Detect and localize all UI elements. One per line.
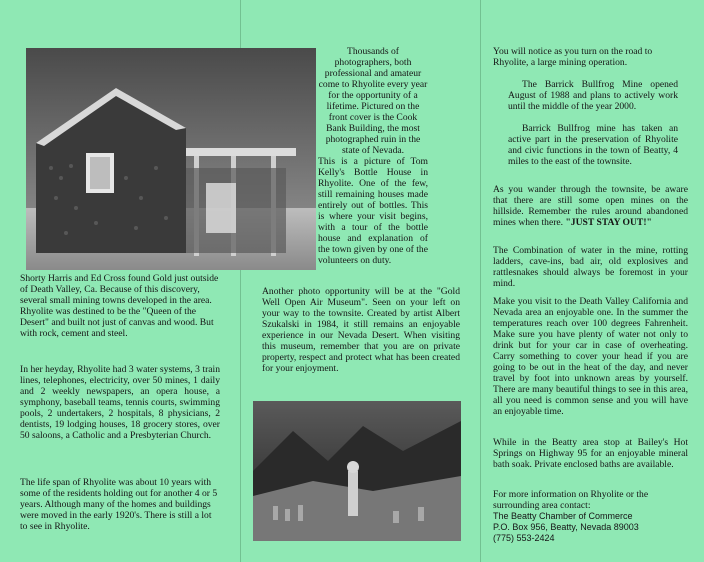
contact-address: P.O. Box 956, Beatty, Nevada 89003 — [493, 522, 639, 532]
right-paragraph-4-text: As you wander through the townsite, be aware that there are still some open mines on the hillside. Remember the rules around abandoned mines when there. — [493, 184, 688, 228]
left-paragraph-3: The life span of Rhyolite was about 10 years with some of the residents holding out for another 4 or 5 years. Although many of the homes and buildings were moved in the early 1920's. There is still a lot to see in Rhyolite. — [20, 477, 218, 532]
contact-name: The Beatty Chamber of Commerce — [493, 511, 633, 521]
right-paragraph-1: You will notice as you turn on the road to Rhyolite, a large mining operation. — [493, 46, 653, 68]
right-paragraph-8: For more information on Rhyolite or the surrounding area contact: — [493, 489, 649, 511]
stay-out-emphasis: "JUST STAY OUT!" — [565, 217, 652, 228]
fold-line-right — [480, 0, 481, 562]
gold-well-museum-photo — [253, 401, 461, 541]
right-paragraph-7: While in the Beatty area stop at Bailey's Hot Springs on Highway 95 for an enjoyable mineral bath soak. Private enclosed baths are available. — [493, 437, 688, 470]
bottle-house-photo — [26, 48, 316, 270]
middle-paragraph-2: This is a picture of Tom Kelly's Bottle House in Rhyolite. One of the few, still remaining houses made entirely out of bottles. This is where your visit begins, with a tour of the bottle house and explanation of the town given by one of the volunteers on duty. — [318, 156, 428, 266]
right-paragraph-4 — [493, 184, 688, 228]
left-paragraph-2: In her heyday, Rhyolite had 3 water systems, 3 train lines, telephones, electricity, over 50 mines, 1 daily and 2 weekly newspapers, an opera house, a symphony, baseball teams, tennis courts, swimming pools, 2 undertakers, 2 hospitals, 8 physicians, 2 dentists, 19 lodging houses, 18 grocery stores, over 50 saloons, a Catholic and a Presbyterian Church. — [20, 364, 220, 441]
right-paragraph-5: The Combination of water in the mine, rotting ladders, cave-ins, bad air, old explosives and rattlesnakes should always be foremost in your mind. — [493, 245, 688, 289]
right-paragraph-3: Barrick Bullfrog mine has taken an active part in the preservation of Rhyolite and civic functions in the town of Beatty, 4 miles to the east of the townsite. — [508, 123, 678, 167]
right-paragraph-6: Make you visit to the Death Valley California and Nevada area an enjoyable one. In the summer the temperatures reach over 100 degrees Fahrenheit. Make sure you have plenty of water not only to drink but for your car in case of overheating. Carry something to cover your head if you are going to be out in the heat of the day, and never travel by foot into unknown areas by yourself. There are many beautiful things to see in this area, all you need is common sense and you will have an enjoyable time. — [493, 296, 688, 417]
left-paragraph-1: Shorty Harris and Ed Cross found Gold just outside of Death Valley, Ca. Because of this discovery, several small mining towns developed in the area. Rhyolite was destined to be the "Queen of the Desert" and built not just of canvas and wood. But with rock, cement and steel. — [20, 273, 219, 339]
middle-paragraph-1: Thousands of photographers, both professional and amateur come to Rhyolite every year for the opportunity of a lifetime. Pictured on the front cover is the Cook Bank Building, the most photographed ruin in the state of Nevada. — [318, 46, 428, 156]
contact-phone: (775) 553-2424 — [493, 533, 555, 543]
right-paragraph-2: The Barrick Bullfrog Mine opened August of 1988 and plans to actively work until the middle of the year 2000. — [508, 79, 678, 112]
middle-paragraph-3: Another photo opportunity will be at the "Gold Well Open Air Museum". Seen on your left on your way to the townsite. Created by artist Albert Szukalski in 1984, it still remains an enjoyable experience in our Nevada Desert. When visiting this museum, remember that you are on private property, respect and protect what has been created for your enjoyment. — [262, 286, 460, 374]
